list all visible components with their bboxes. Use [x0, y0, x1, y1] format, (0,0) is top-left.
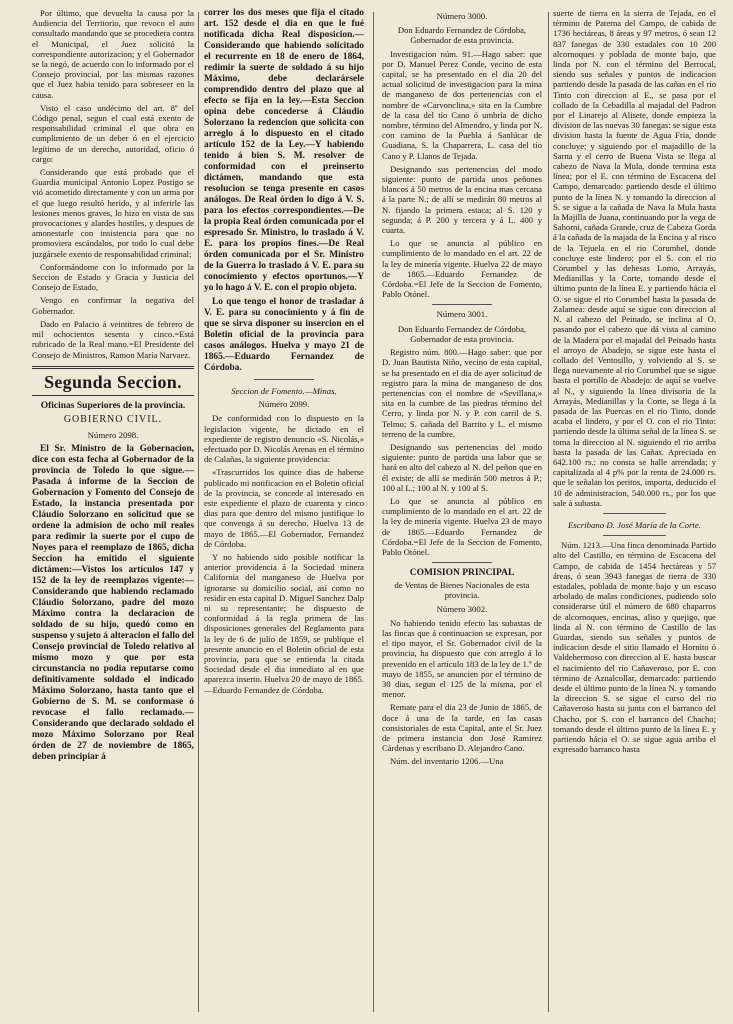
- number-heading: Número 2099.: [258, 399, 310, 410]
- escribano-heading: Escribano D. José María de la Corte.: [568, 519, 701, 530]
- offices-title: Oficinas Superiores de la provincia.: [40, 400, 186, 411]
- paragraph: No habiendo tenido efecto las subastas de las fincas que á continuacion se expresan, por el tipo mayor, el Sr. Gobernador civil de la provincia, ha dispuesto que con arreglo á lo prevenido en el artículo 183 de la ley de 1.º de mayo de 1855, se anuncien por el término de 30 dias, segun el 125 de la misma, por el menor.: [382, 617, 542, 700]
- column-divider: [373, 12, 374, 1012]
- number-heading: Número 2098.: [87, 429, 139, 440]
- paragraph: Remate para el dia 23 de Junio de 1865, de doce á una de la tarde, en las casas consistoriales de esta Capital, ante el Sr. Juez de primera instancia don José Ramirez Cárdenas y escribano D. Alejandro Cano.: [382, 702, 542, 754]
- paragraph: Visto el caso undécimo del art. 8º del Código penal, segun el cual está exento de responsabilidad criminal el que obra en cumplimiento de un deber ó en el ejercicio legítimo de un derecho, autoridad, oficio ó cargo:: [32, 102, 194, 164]
- section-title: Segunda Seccion.: [32, 366, 194, 396]
- divider: [603, 513, 666, 514]
- paragraph: Designando sus pertenencias del modo siguiente: punto de partida una labor que se hará en alto del cabezo al N. del peñon que en él existe; de allí se medirán 500 metros á P.; 100 al L.; 100 al N. y 100 al S.: [382, 441, 542, 493]
- column-3: [382, 8, 542, 1016]
- column-2: [204, 8, 364, 1016]
- gobierno-civil-heading: GOBIERNO CIVIL.: [63, 413, 163, 425]
- number-heading: Número 3000.: [436, 11, 488, 21]
- column-1: [32, 8, 194, 1016]
- paragraph: De conformidad con lo dispuesto en la legislacion vigente, he dictado en el expediente de registro denuncio «S. Nicolás,» efectuado por D. Nicolás Arenas en el término de Calañas, la siguiente providencia:: [204, 413, 364, 465]
- number-heading: Número 3001.: [436, 309, 488, 320]
- commission-title: COMISION PRINCIPAL: [409, 568, 515, 579]
- column-divider: [548, 12, 549, 1012]
- paragraph: Designando sus pertenencias del modo siguiente: punto de partida unos peñones blancos á 50 metros de la encina mas cercana á la parte N.; de allí se medirán 80 metros al N. fijando la primera estaca; al S. 120 y segunda; á P. 200 y tercera y á L. 400 y cuarta.: [382, 163, 542, 236]
- divider: [603, 535, 666, 536]
- column-4: [553, 8, 716, 1016]
- number-heading: Número 3002.: [436, 603, 488, 614]
- paragraph: Y no habiendo sido posible notificar la anterior providencia á la Sociedad minera California del manganeso de Huelva por ignorarse su domicilio social, así como no residir en esta capital D. Miguel Sanchez Dalp ni su representante; he dispuesto de conformidad á la regla primera de las disposiciones generales del Reglamento para la ley de 6 de julio de 1859, se publique el presente anuncio en el Boletin oficial de esta provincia, para que se entienda la citada Sociedad desde el dia inmediato al en que aparezca inserto. Huelva 20 de mayo de 1865.—Eduardo Fernandez de Córdoba.: [204, 552, 364, 695]
- paragraph: Núm. del inventario 1206.—Una: [390, 756, 504, 767]
- paragraph: Conformándome con lo informado por la Seccion de Estado y Gracia y Justicia del Consejo de Estado,: [32, 261, 194, 293]
- paragraph: suerte de tierra en la sierra de Tejada, en el término de Paterna del Campo, de cabida de 1736 hectáreas, 8 áreas y 97 metros, ó sean 12 837 fanegas de 330 estadales con 10 200 alcornoques y poblada de monte bajo, que linda por N. con el término del Berrocal, siendo sus señales y puntos de indicacion partiendo desde la pasada de las cañas en el rio Tinto con direccion al E., se pasa por el collado de la Cebadilla al majadal del Padron por el Linarejo al Alisete, donde empieza la division de las nuevas 30 fanegas: se sigue esta division hasta la fuente de Agua Fria, donde concluye; y siguiendo por el majadillo de la Sarna y el cerro de Buena Vista se llega al cabezo de Nava la Mula, donde termina esta línea; por el E. con término de Escacena del Campo, demarcado: partiendo desde el último punto de la línea N. y tomando la direccion al S. se sigue a la cañada de Nava la Mula hasta la Majilla de Juana, continuando por la vega de Sahorni, cañada Grande, cruz de Cabeza Gorda á la cañada de la majada de la Encina y al risco de la Tejuela en el rio Corumbel, donde concluye este lindero; por el S. con el rio Corumbel y las dehesas Lomo, Arrayás, Medianillas y la Corte, tomando desde el último punto de la línea E. y partiendo hácia el O. se sigue el rio Corumbel hasta la pasada de Zalamea: desde aquí se sigue con direccion al N. al cabezo del Peinado, se inclina al O. pasando por el cabezo que dá vista al camino de la Madera por el majadal del Peinado hasta el arroyo de Abadejo, se sigue este hasta el collado del Ventosillo, y volviendo al S. se llega nuevamente al rio Corumbel que se sigue hasta el portillo de Abadejo: de aquí se vuelve al N., y siguiendo la línea divisoria de la Arrayás, Medianillas y la Corte, se llega á la pasada de las Puercas en el rio Tinto, donde acaba el lindero, y por el O. con el rio Tinto: partiendo desde la última señal de la línea S. se toma la direccion al N. siguiendo el rio arriba hasta la pasada de las Cañas. Apreciada en 642.100 rs.: no consta se halle arrendada; y capitalizada al 4 p% por la renta de 24.000 rs. que le señalan los peritos, importa, deducido el 10 de administracion, 540.000 rs., por los que sale á subasta.: [553, 8, 716, 508]
- paragraph: Núm. 1213.—Una finca denominada Partido alto del Castillo, en término de Escacena del Campo, de cabida de 1454 hectáreas y 57 áreas, ó sean 3943 fanegas de tierra de 330 estadales, poblada de monte bajo y un escaso arbolado de malas condiciones, pudiendo solo considerarse útil el número de 680 chaparros de alcornoques, encinas, aliso y quejigo, que linda al N. con término de Castillo de las Guardas, siendo sus señales y puntos de indicacion desde el sitio llamado el Hornito ó Valdehermoso con direccion al E. hasta buscar el nacimiento del rio Cañaveroso, por E. con término de Aznalcollar, demarcado: partiendo desde el último punto de la línea N. y tomando la direccion S. se sigue el curso del rio Cañaveroso hasta su junta con el barranco del Chacho, por S. con el barranco del Chacho; tomando desde el último punto de la línea E. y partiendo hácia el O. se sigue agua arriba el expresado barranco hasta: [553, 540, 716, 755]
- paragraph: Por último, que devuelta la causa por la Audiencia del Territorio, que revoco el auto consultado mandando que se procediera contra el Municipal, el Juez solicitó la correspondiente autorizacion; y el Gobernador se la negó, de acuerdo con lo informado por el Consejo provincial, por las mismas razones que el Juez habia tenido para sobreseer en la causa.: [32, 8, 194, 100]
- divider: [254, 379, 314, 380]
- paragraph: «Trascurridos los quince dias de haberse publicado mi notificacion en el Boletin oficial de la provincia, se concede al interesado en este expediente el plazo de cuarenta y cinco dias para que dentro del mismo justifique lo que convenga á su derecho. Huelva 13 de mayo de 1865.—El Gobernador, Fernandez de Córdoba.: [204, 467, 364, 549]
- paragraph: Investigacion núm. 91.—Hago saber: que por D. Manuel Perez Conde, vecino de esta capital, se ha presentado en el dia 20 del actual solicitud de investigacion para la mina de manganeso de dos pertenencias con el nombre de «Carvonclina,» sita en la Cumbre de la casa del tío Cano ó umbría de dicho nombre, término del Almendro, y linda por N. con camino de la Puebla á Sanlúcar de Guadiana, S. la Chaparrera, L. casa del tío Cano y P. Llanos de Tejada.: [382, 48, 542, 161]
- paragraph: Registro núm. 800.—Hago saber: que por D. Juan Bautista Niño, vecino de esta capital, se ha presentado en el dia de ayer solicitud de registro para la mina de manganeso de dos pertenencias con el nombre de «Sevillana,» sita en la cumbre de las piedras término del Cerro, y linda por N. y P. con carril de S. Telmo; S. cañada del Barrito y L. el mismo terreno de la cumbre.: [382, 347, 542, 439]
- paragraph-bold: El Sr. Ministro de la Gobernacion, dice con esta fecha al Gobernador de la provincia de Toledo lo que sigue.—Pasada á informe de la Seccion de Gobernacion y Fomento del Consejo de Estado, la instancia presentada por Cláudio Solorzano en solicitud que se ordene la admision de ocho mil reales para redimir la suerte por el cupo de Noyes para el reemplazo de 1865, dicha Seccion ha emitido el siguiente dictámen:—Vistos los artículos 147 y 152 de la ley de reemplazos vigente:—Considerando que habiendo reclamado Cláudio Solorzano, padre del mozo Máximo contra la declaracion de soldado de su hijo, quedó como en suspenso y sujeto á alteracion el fallo del Consejo provincial de Toledo relativo al mismo mozo y que por esta circunstancia no podia reputarse como definitivamente soldado el indicado Máximo Solorzano, hasta tanto que el Gobierno de S. M. se conformase ó revocase el fallo reclamado.—Considerando que declarado soldado el mozo Máximo Solorzano por Real órden de 27 de noviembre de 1865, deben principiar á: [32, 443, 194, 762]
- paragraph: Lo que se anuncia al público en cumplimiento de lo mandado en el art. 22 de la ley de minería vigente. Huelva 23 de mayo de 1865.—Eduardo Fernandez de Córdoba.=El Jefe de la Seccion de Fomento, Pablo Otónel.: [382, 495, 542, 557]
- divider: [432, 304, 492, 305]
- subsection-heading: Seccion de Fomento.—Minas.: [231, 386, 337, 396]
- official-header: Don Eduardo Fernandez de Córdoba, Gobernador de esta provincia.: [397, 25, 527, 46]
- official-header: Don Eduardo Fernandez de Córdoba, Gobernador de esta provincia.: [397, 323, 527, 344]
- divider: [432, 562, 492, 563]
- paragraph: Considerando que está probado que el Guardia municipal Antonio Lopez Postigo se vió acometido directamente y con un arma por el que luego resultó herido, y al inferirle las lesiones menos graves, lo hizo en vista de sus provocaciones y alardes hostiles, y despues de amonestarle con insistencia para que no promoviera escándalos, por todo lo cual debe juzgársele exento de responsabilidad criminal;: [32, 167, 194, 259]
- commission-subtitle: de Ventas de Bienes Nacionales de esta provincia.: [394, 580, 530, 601]
- column-divider: [198, 12, 199, 1012]
- paragraph: Vengo en confirmar la negativa del Gobernador.: [32, 295, 194, 316]
- paragraph: Lo que se anuncia al público en cumplimiento de lo mandado en el art. 22 de la ley de minería vigente. Huelva 22 de mayo de 1865.—Eduardo Fernandez de Córdoba.=El Jefe de la Seccion de Fomento, Pablo Otónel.: [382, 238, 542, 300]
- paragraph-bold: correr los dos meses que fija el citado art. 152 desde el dia en que le fué notificada dicha Real disposicion.—Considerando que habiendo solicitado el recurrente en 18 de enero de 1864, redimir la suerte de soldado á su hijo Máximo, debe declarársele comprendido dentro del plazo que al efecto se fija en la ley.—Esta Seccion opina debe concederse á Cláudio Solorzano la redencion que solicita con arreglo á lo dispuesto en el citado artículo 152 de la Ley.—Y habiendo tenido á bien S. M. resolver de conformidad con el preinserto dictámen, mandando que esta resolucion se tenga presente en casos análogos. De Real órden lo digo á V. S. para los efectos correspondientes.—De la propia Real órden comunicada por el espresado Sr. Ministro, lo traslado á V. E. para los propios fines.—De Real órden comunicada por el Sr. Ministro de la Guerra lo traslado á V. E. para su conocimiento y efectos oportunos.—Y yo lo hago á V. E. con el propio objeto.: [204, 8, 364, 293]
- paragraph: Dado en Palacio á veintitres de febrero de mil ochocientos sesenta y cinco.=Está rubricado de la Real mano.=El Presidente del Consejo de Ministros, Ramon María Narvaez.: [32, 318, 194, 360]
- paragraph-bold: Lo que tengo el honor de trasladar á V. E. para su conocimiento y á fin de que se sirva disponer su insercion en el Boletin oficial de la provincia para casos análogos. Huelva y mayo 21 de 1865.—Eduardo Fernandez de Córdoba.: [204, 297, 364, 373]
